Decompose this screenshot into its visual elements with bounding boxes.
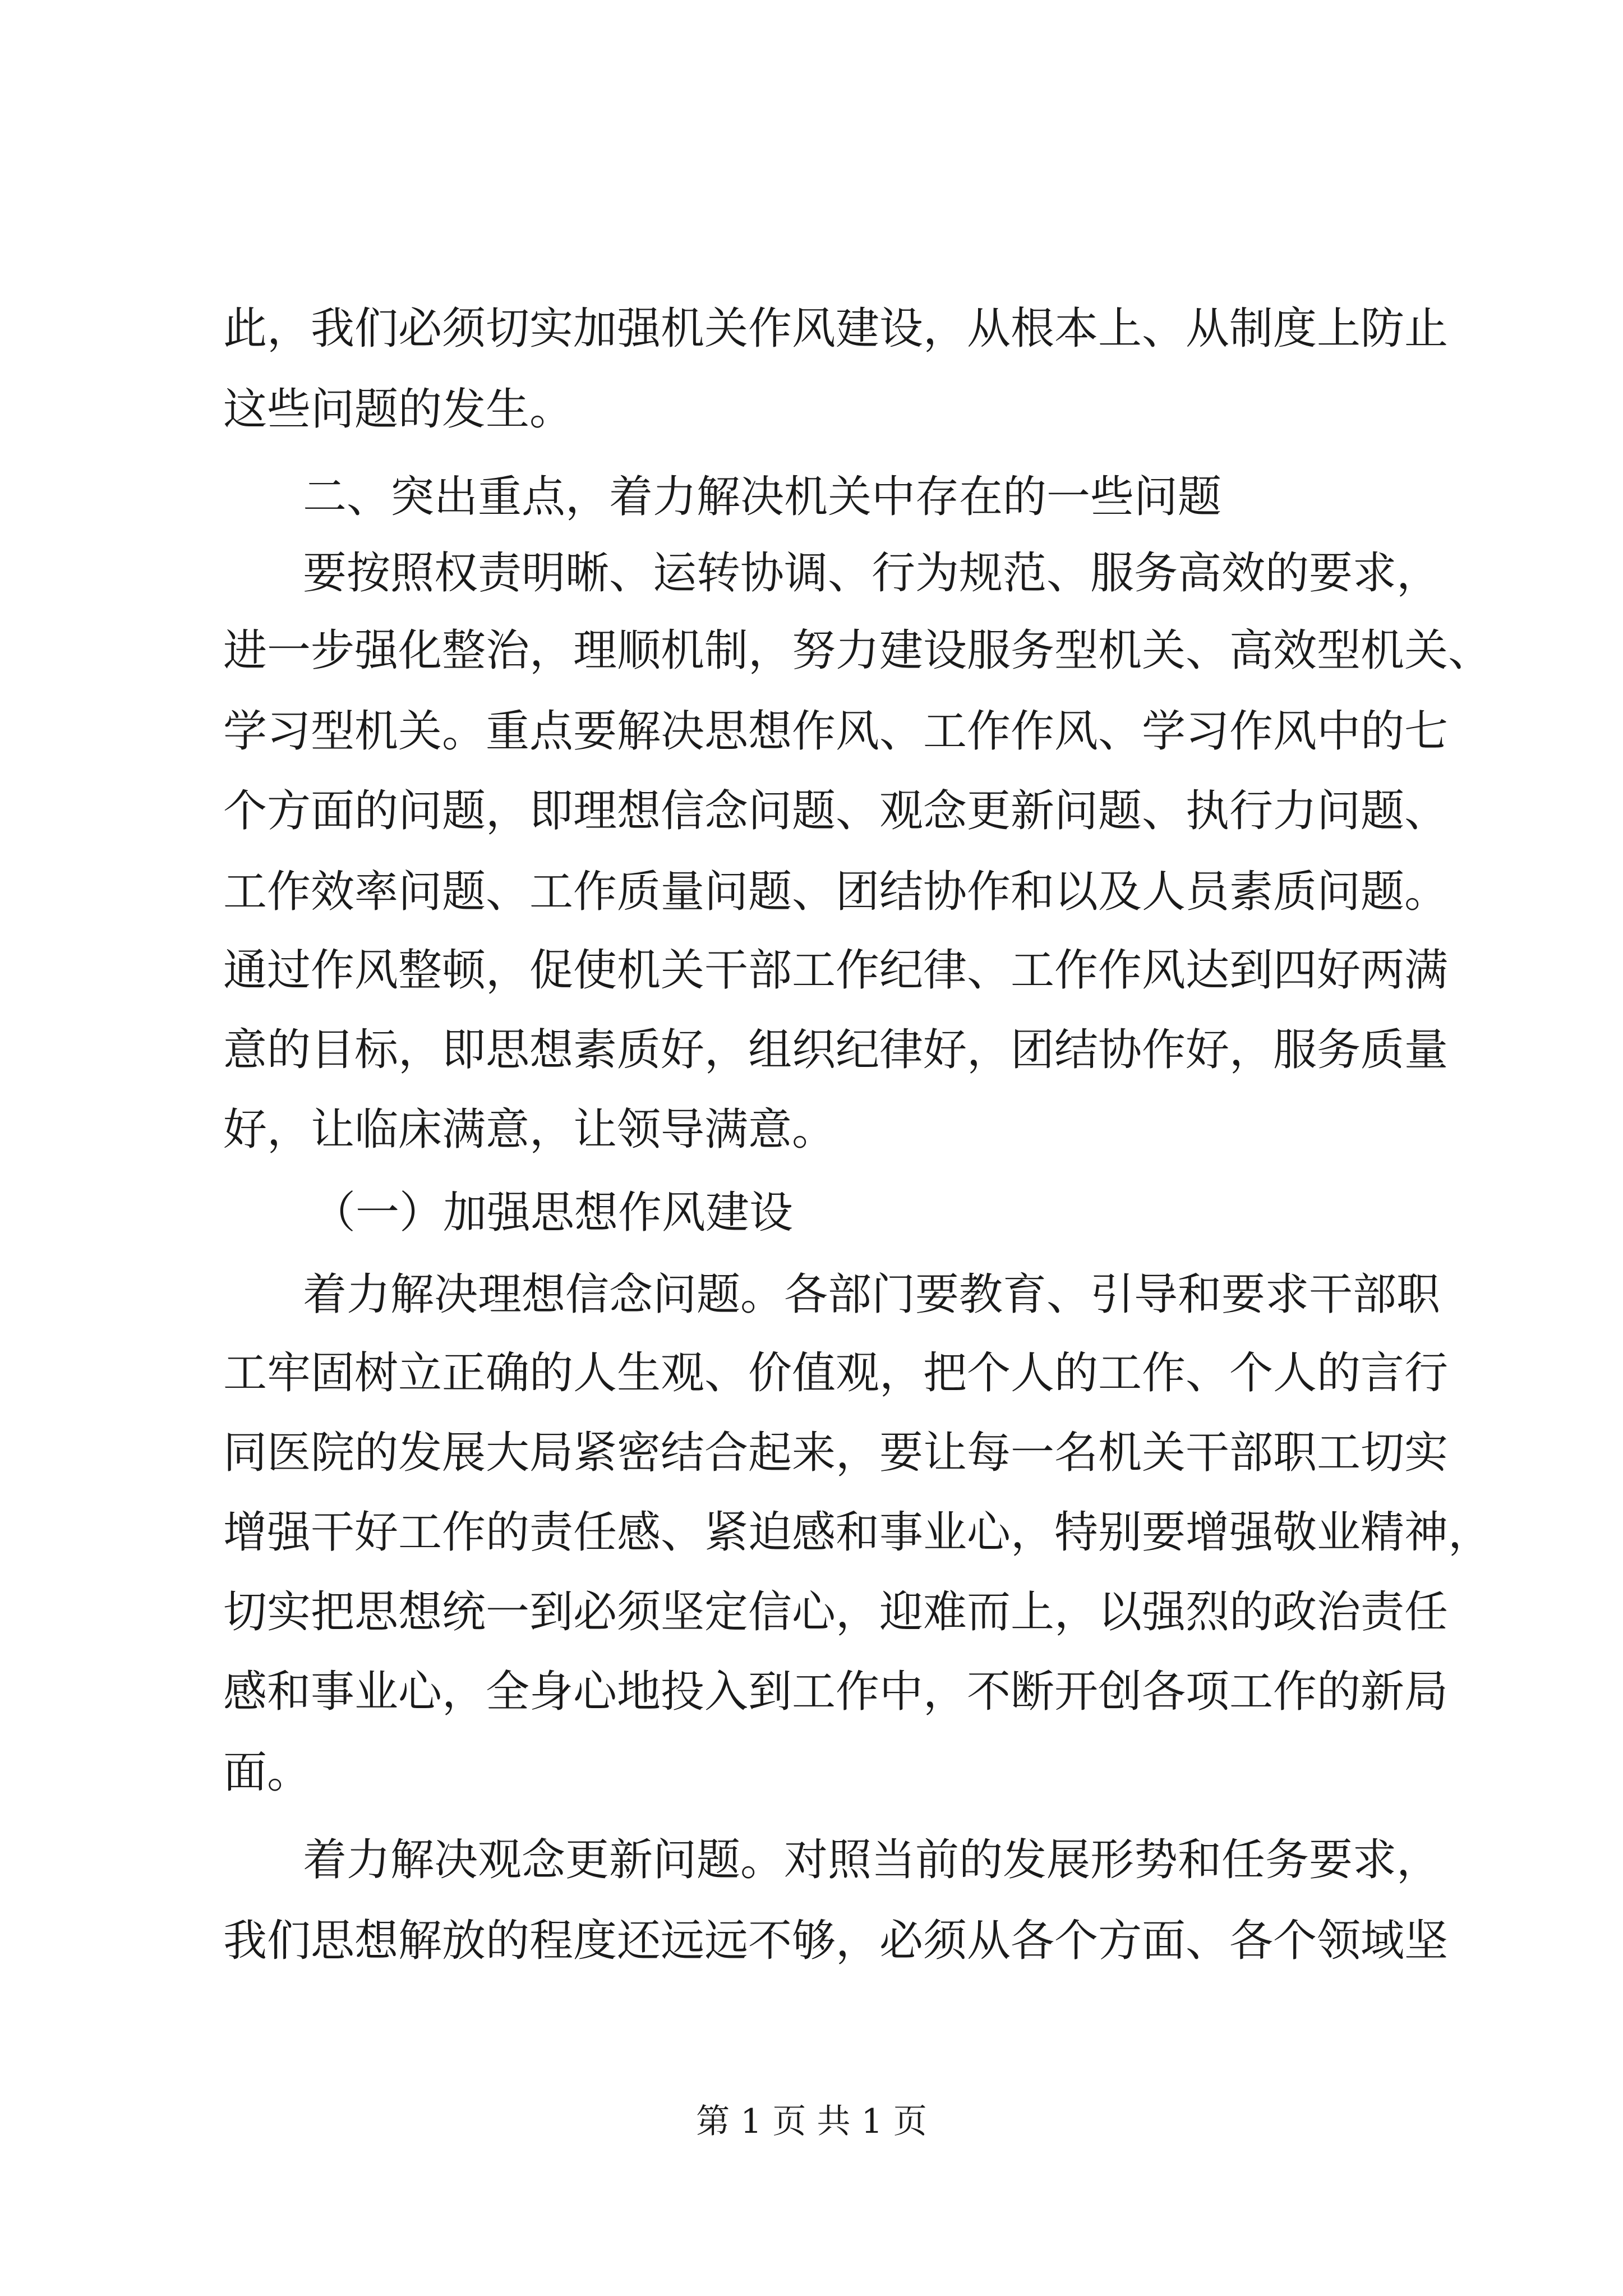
text-line: 切实把思想统一到必须坚定信心，迎难而上，以强烈的政治责任 — [223, 1587, 1449, 1637]
text-line: 通过作风整顿，促使机关干部工作纪律、工作作风达到四好两满 — [223, 945, 1449, 996]
text-line: 增强干好工作的责任感、紧迫感和事业心，特别要增强敬业精神， — [223, 1507, 1492, 1558]
text-line: 同医院的发展大局紧密结合起来，要让每一名机关干部职工切实 — [223, 1428, 1449, 1478]
page-number-footer: 第 1 页 共 1 页 — [696, 2102, 927, 2141]
subsection-heading: （一）加强思想作风建设 — [312, 1188, 794, 1238]
text-line: 进一步强化整治，理顺机制，努力建设服务型机关、高效型机关、 — [223, 625, 1492, 676]
text-line: 这些问题的发生。 — [223, 384, 574, 435]
text-line: 要按照权责明晰、运转协调、行为规范、服务高效的要求， — [303, 548, 1441, 599]
text-line: 个方面的问题，即理想信念问题、观念更新问题、执行力问题、 — [223, 786, 1449, 836]
text-line: 感和事业心，全身心地投入到工作中，不断开创各项工作的新局 — [223, 1667, 1449, 1717]
text-line: 此，我们必须切实加强机关作风建设，从根本上、从制度上防止 — [223, 303, 1449, 354]
text-line: 我们思想解放的程度还远远不够，必须从各个方面、各个领域坚 — [223, 1916, 1449, 1966]
text-line: 着力解决观念更新问题。对照当前的发展形势和任务要求， — [303, 1835, 1441, 1885]
text-line: 学习型机关。重点要解决思想作风、工作作风、学习作风中的七 — [223, 706, 1449, 757]
text-line: 工牢固树立正确的人生观、价值观，把个人的工作、个人的言行 — [223, 1348, 1449, 1398]
text-line: 好，让临床满意，让领导满意。 — [223, 1105, 836, 1155]
text-line: 面。 — [223, 1747, 311, 1798]
section-heading: 二、突出重点，着力解决机关中存在的一些问题 — [303, 472, 1222, 522]
text-line: 着力解决理想信念问题。各部门要教育、引导和要求干部职 — [303, 1269, 1441, 1320]
text-line: 意的目标，即思想素质好，组织纪律好，团结协作好，服务质量 — [223, 1025, 1449, 1075]
text-line: 工作效率问题、工作质量问题、团结协作和以及人员素质问题。 — [223, 867, 1449, 917]
